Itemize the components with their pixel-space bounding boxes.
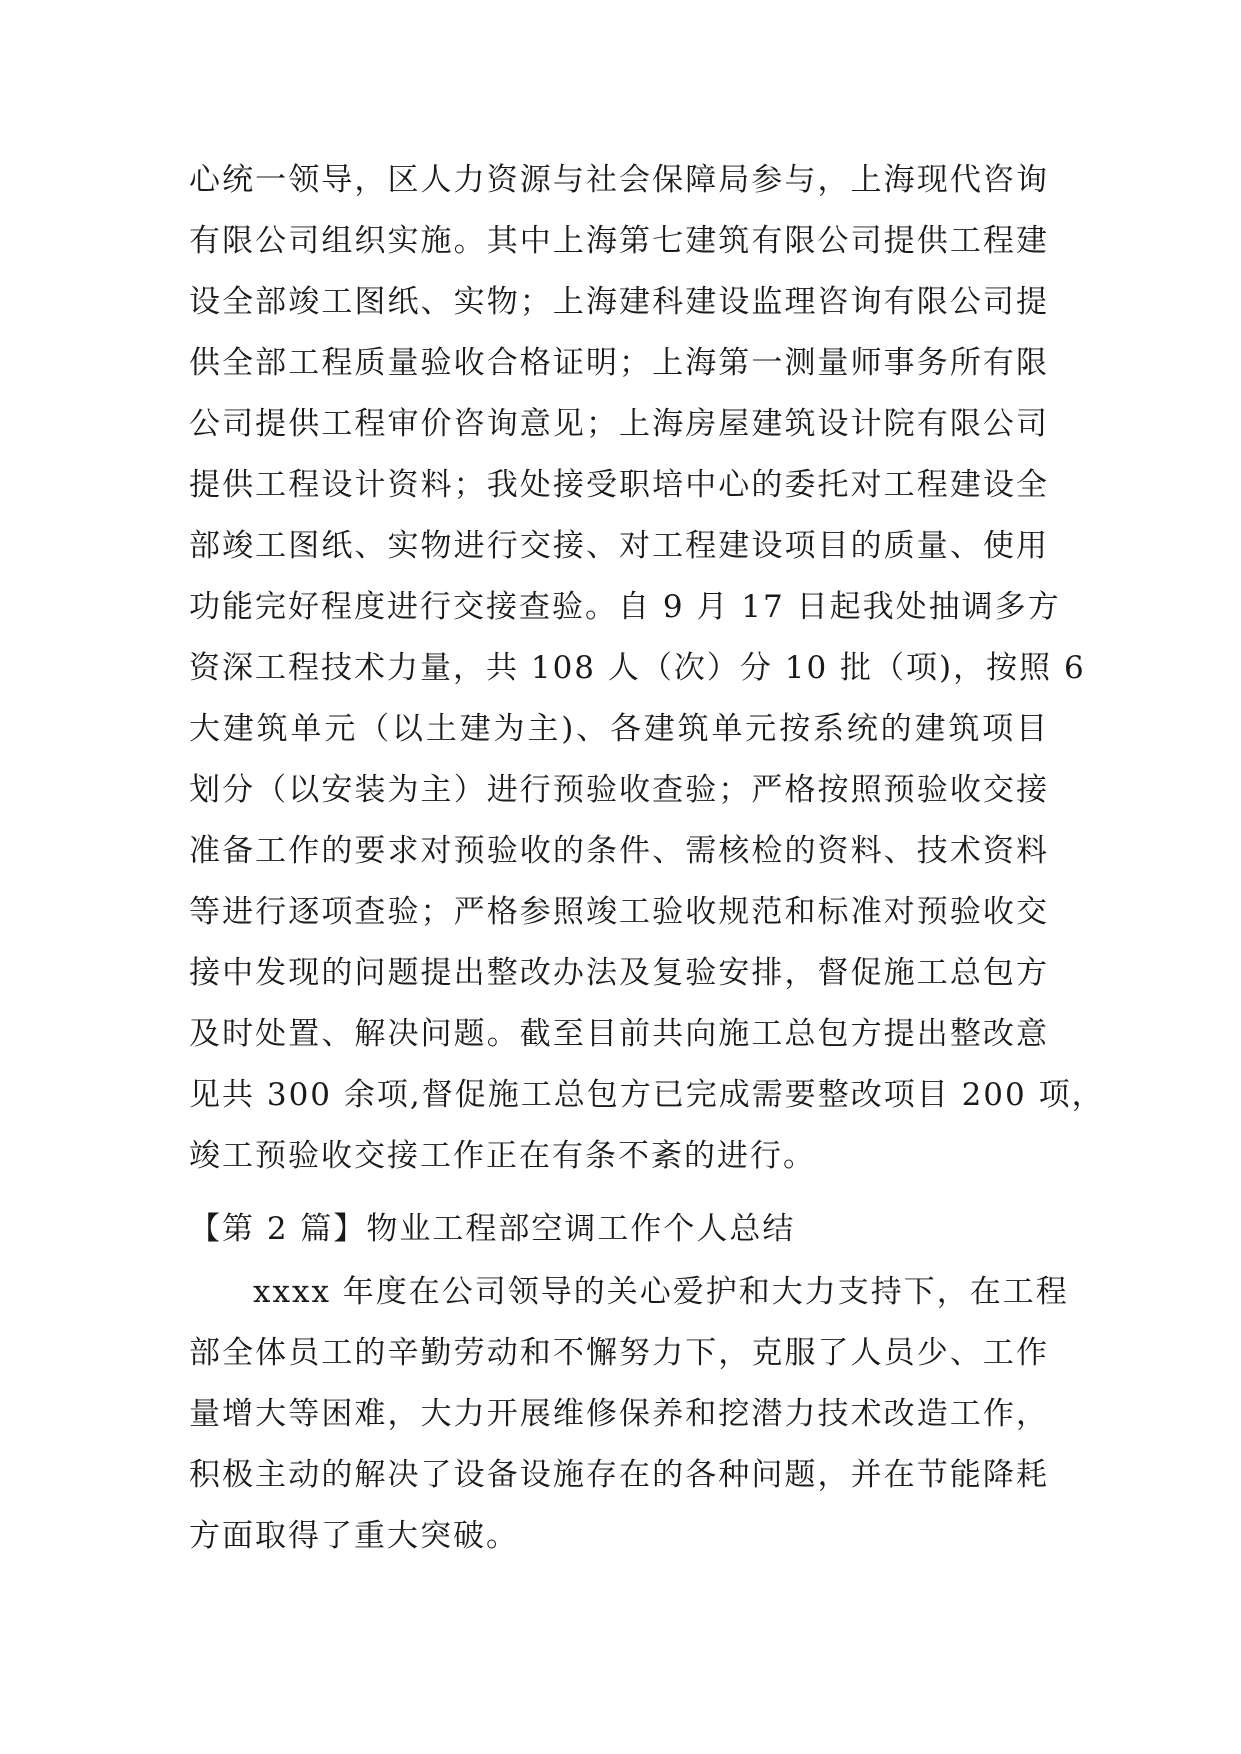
paragraph-line: 设全部竣工图纸、实物；上海建科建设监理咨询有限公司提 xyxy=(189,284,1049,320)
paragraph-line: 方面取得了重大突破。 xyxy=(189,1518,519,1554)
paragraph-line: 有限公司组织实施。其中上海第七建筑有限公司提供工程建 xyxy=(189,223,1049,259)
paragraph-line: 划分（以安装为主）进行预验收查验；严格按照预验收交接 xyxy=(189,772,1049,808)
paragraph-line: 见共 300 余项,督促施工总包方已完成需要整改项目 200 项， xyxy=(189,1077,1105,1113)
section-heading-text: 【第 2 篇】物业工程部空调工作个人总结 xyxy=(189,1211,796,1247)
paragraph-2 xyxy=(189,1262,1069,1567)
paragraph-line: 资深工程技术力量，共 108 人（次）分 10 批（项)，按照 6 xyxy=(189,650,1086,686)
paragraph-line: 竣工预验收交接工作正在有条不紊的进行。 xyxy=(189,1138,816,1174)
paragraph-line: 接中发现的问题提出整改办法及复验安排，督促施工总包方 xyxy=(189,955,1049,991)
section-heading xyxy=(189,1199,1049,1260)
paragraph-line: 大建筑单元（以土建为主)、各建筑单元按系统的建筑项目 xyxy=(189,711,1049,747)
paragraph-line: 公司提供工程审价咨询意见；上海房屋建筑设计院有限公司 xyxy=(189,406,1049,442)
paragraph-line: 量增大等困难，大力开展维修保养和挖潜力技术改造工作， xyxy=(189,1396,1049,1432)
paragraph-line: 提供工程设计资料；我处接受职培中心的委托对工程建设全 xyxy=(189,467,1049,503)
paragraph-line: xxxx 年度在公司领导的关心爱护和大力支持下，在工程 xyxy=(253,1274,1069,1310)
paragraph-line: 及时处置、解决问题。截至目前共向施工总包方提出整改意 xyxy=(189,1016,1049,1052)
paragraph-line: 部全体员工的辛勤劳动和不懈努力下，克服了人员少、工作 xyxy=(189,1335,1049,1371)
paragraph-line: 供全部工程质量验收合格证明；上海第一测量师事务所有限 xyxy=(189,345,1049,381)
paragraph-line: 部竣工图纸、实物进行交接、对工程建设项目的质量、使用 xyxy=(189,528,1049,564)
paragraph-1 xyxy=(189,150,1105,1187)
paragraph-line: 等进行逐项查验；严格参照竣工验收规范和标准对预验收交 xyxy=(189,894,1049,930)
paragraph-line: 积极主动的解决了设备设施存在的各种问题，并在节能降耗 xyxy=(189,1457,1049,1493)
paragraph-line: 功能完好程度进行交接查验。自 9 月 17 日起我处抽调多方 xyxy=(189,589,1061,625)
paragraph-line: 准备工作的要求对预验收的条件、需核检的资料、技术资料 xyxy=(189,833,1049,869)
paragraph-line: 心统一领导，区人力资源与社会保障局参与，上海现代咨询 xyxy=(189,162,1049,198)
